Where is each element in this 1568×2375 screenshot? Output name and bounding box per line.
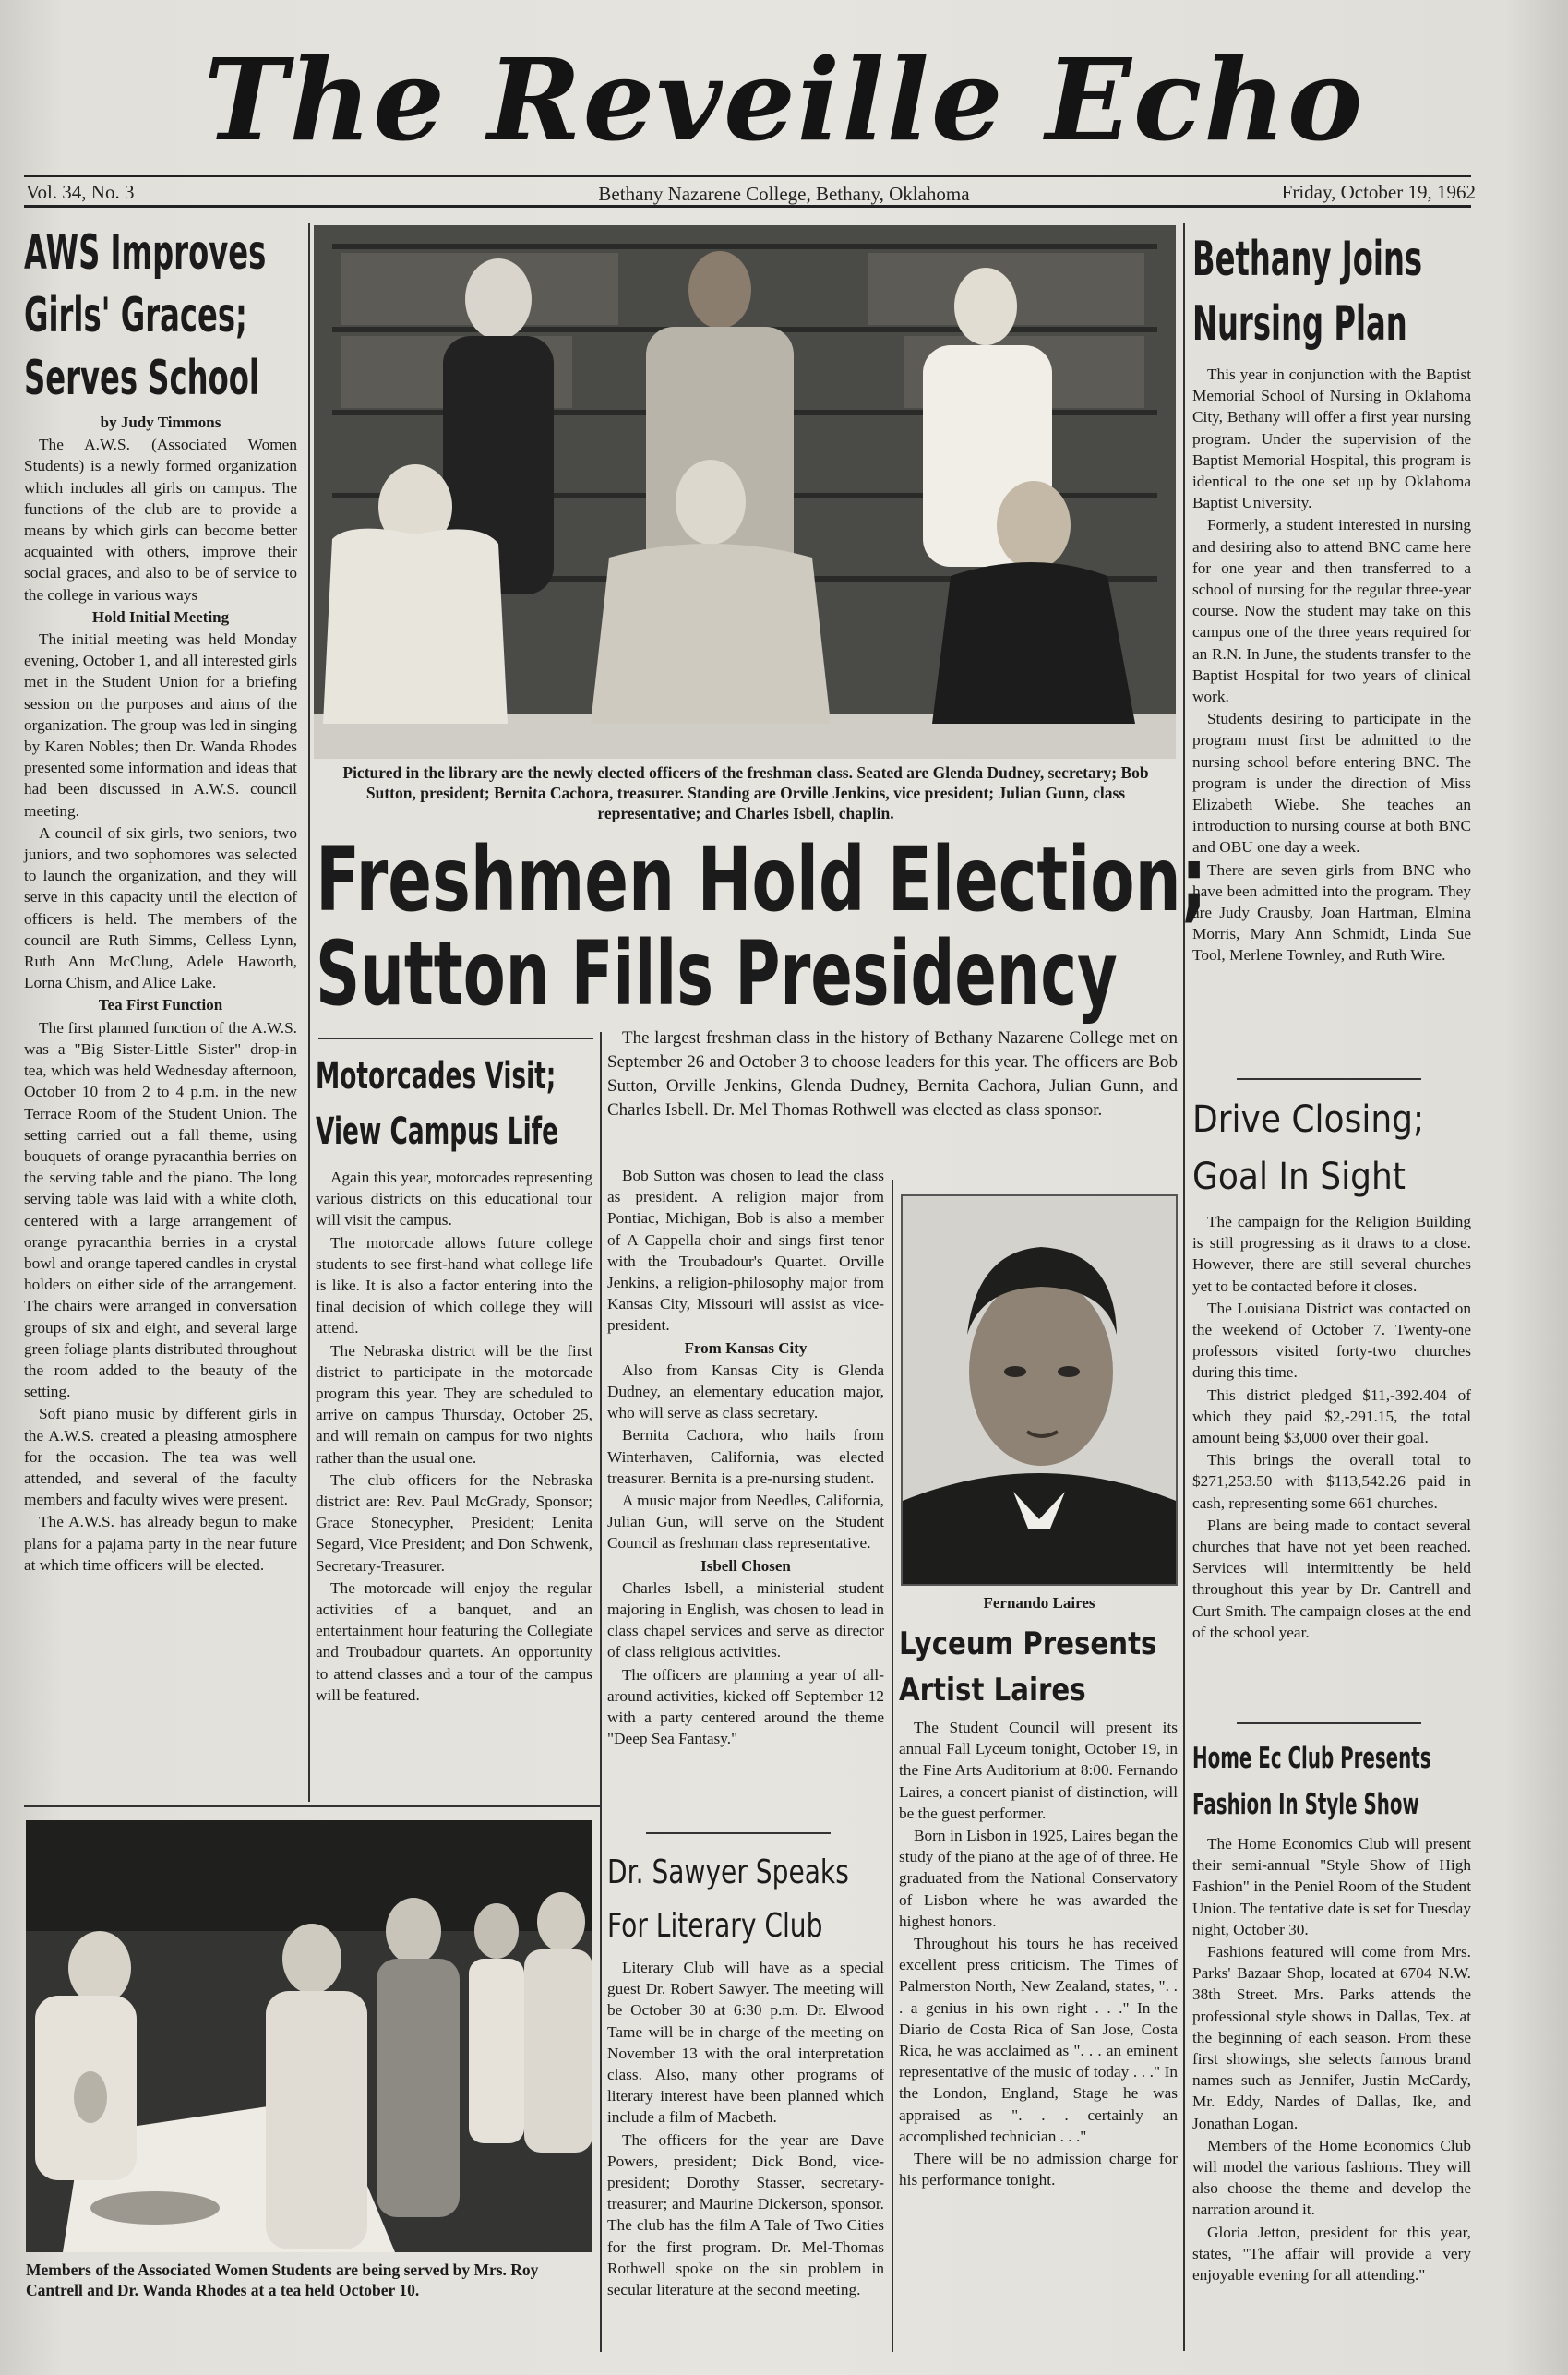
nursing-paragraph: Formerly, a student interested in nursing and desiring also to attend BNC came here for one year and then transferred to a school of nursing for the regular three-year course. Now the student may take on this campus one of the three years required for an R.N. In June, the students transfer to the Baptist Hospital for two years of clinical work.: [1192, 516, 1471, 706]
freshmen-subhead-kansas: From Kansas City: [684, 1338, 808, 1357]
aws-paragraph: The first planned function of the A.W.S. was a "Big Sister-Little Sister" drop-in tea, which was held Wednesday afternoon, October 10 from 2 to 4 p.m. in the new Terrace Room of the Student Union. The setting carried out a fall theme, using bouquets of orange pyracanthia berries on the serving table and the piano. The long serving table was laid with a white cloth, centered with a large arrangement of orange pyracanthia berries in a crystal bowl and orange tapered candles in crystal holders on either side of the arrangement. The chairs were arranged in conversation groups of six and eight, and several large green foliage plants distributed throughout the room added to the beauty of the setting.: [24, 1018, 297, 1401]
drive-paragraph: This brings the overall total to $271,253.50 with $113,542.26 paid in cash, representing some 661 churches.: [1192, 1451, 1471, 1512]
laires-portrait-image: [903, 1196, 1176, 1584]
motorcades-paragraph: The motorcade allows future college students to see first-hand what college life is like. It is also a factor entering into the final decision of which college they will attend.: [316, 1233, 592, 1337]
motorcades-paragraph: The Nebraska district will be the first district to participate in the motorcade program this year. They are scheduled to arrive on campus Thursday, October 25, and will remain on campus for two nights rather than the usual one.: [316, 1341, 592, 1467]
column-rule-2: [600, 1032, 602, 2352]
drive-headline-1: Drive Closing;: [1192, 1098, 1425, 1141]
column-rule-3: [892, 1180, 893, 2352]
freshmen-subhead-isbell: Isbell Chosen: [700, 1556, 791, 1575]
aws-paragraph: A council of six girls, two seniors, two juniors, and two sophomores was selected to launch the organization, and they will serve in this capacity until the election of officers is held. The members of the council are Ruth Simms, Celless Lynn, Ruth Ann McClung, Adele Haworth, Lorna Chism, and Alice Lake.: [24, 823, 297, 992]
freshmen-article-lead: [607, 1026, 1178, 1123]
sawyer-paragraph: The officers for the year are Dave Powers, president; Dick Bond, vice-president; Dorothy Stasser, secretary-treasurer; and Maurine Dickerson, sponsor. The club has the film A Tale of Two Cities for the first program. Dr. Mel-Thomas Rothwell spoke on the sin problem in secular literature at the second meeting.: [607, 2130, 884, 2299]
lyceum-paragraph: Born in Lisbon in 1925, Laires began the study of the piano at the age of of three. He graduated from the National Conservatory of Lisbon where he was awarded the highest honors.: [899, 1827, 1178, 1930]
homeec-article: [1192, 1735, 1471, 2286]
drive-paragraph: This district pledged $11,-392.404 of which they paid $2,-291.15, the total amount being $3,000 over their goal.: [1192, 1385, 1471, 1447]
motorcades-paragraph: The motorcade will enjoy the regular activities of a banquet, and an entertainment hour featuring the Collegiate and Troubadour quartets. An opportunity to attend classes and a tour of the campus will be featured.: [316, 1578, 592, 1704]
masthead-rule-top: [24, 175, 1471, 177]
homeec-headline-2: Fashion In Style Show: [1192, 1788, 1419, 1821]
aws-headline-3: Serves School: [24, 351, 259, 406]
aws-article: [24, 222, 297, 1577]
homeec-rule: [1237, 1722, 1421, 1724]
aws-paragraph: The A.W.S. (Associated Women Students) is a newly formed organization which includes all girls on campus. The functions of the club are to provide a means by which girls can become better acquainted with others, improve their social graces, and also to be of service to the college in various ways: [24, 436, 297, 604]
lyceum-paragraph: The Student Council will present its annual Fall Lyceum tonight, October 19, in the Fine Arts Auditorium at 8:00. Fernando Laires, a concert pianist of distinction, will be the guest performer.: [899, 1719, 1178, 1822]
sawyer-paragraph: Literary Club will have as a special guest Dr. Robert Sawyer. The meeting will be October 30 at 6:30 p.m. Dr. Elwood Tame will be in charge of the meeting on November 13 with the oral interpretation class. Also, many other programs of literary interest have been planned which include a film of Macbeth.: [607, 1959, 884, 2127]
freshmen-paragraph: Also from Kansas City is Glenda Dudney, an elementary education major, who will serve as class secretary.: [607, 1361, 884, 1422]
tea-photo-rule: [24, 1805, 600, 1807]
freshmen-paragraph: The largest freshman class in the history of Bethany Nazarene College met on September 26 and October 3 to choose leaders for this year. The officers are Bob Sutton, Orville Jenkins, Glenda Dudney, Bernita Cachora, Julian Gunn, and Charles Isbell. Dr. Mel Thomas Rothwell was elected as class sponsor.: [607, 1028, 1178, 1120]
drive-paragraph: The campaign for the Religion Building is still progressing as it draws to a close. However, there are still several churches yet to be contacted before it closes.: [1192, 1213, 1471, 1295]
sawyer-article: [607, 1846, 884, 2301]
issue-date: Friday, October 19, 1962: [1281, 181, 1476, 203]
sawyer-rule: [646, 1832, 831, 1834]
college-name: Bethany Nazarene College, Bethany, Oklahoma: [598, 183, 970, 205]
aws-tea-photo: [26, 1820, 592, 2252]
lyceum-paragraph: Throughout his tours he has received excellent press criticism. The Times of Palmerston North, New Zealand, states, ". . . a genius in his own right . . ." In the Diario de Costa Rica of San Jose, Costa Rica, he was acclaimed as ". . . an eminent representative of the music of today . . ." In the London, England, Stage he was appraised as ". . . certainly an accomplished technician . . .": [899, 1935, 1178, 2145]
nursing-paragraph: Students desiring to participate in the program must first be admitted to the nursing school before entering BNC. The program is under the direction of Miss Elizabeth Wiebe. She teaches an introduction to nursing course at both BNC and OBU one day a week.: [1192, 710, 1471, 857]
freshman-officers-photo: [314, 225, 1176, 759]
motorcades-article: [316, 1049, 592, 1707]
laires-portrait: [901, 1194, 1178, 1586]
drive-paragraph: Plans are being made to contact several churches that have not yet been reached. Services will intermittently be held throughout this year by Dr. Cantrell and Curt Smith. The campaign closes at the end of the school year.: [1192, 1516, 1471, 1641]
aws-headline-1: AWS Improves: [24, 225, 267, 281]
column-rule-4: [1183, 223, 1185, 2351]
lyceum-paragraph: There will be no admission charge for his performance tonight.: [899, 2150, 1178, 2189]
lyceum-headline-2: Artist Laires: [899, 1672, 1086, 1709]
motorcades-paragraph: Again this year, motorcades representing various districts on this educational tour will visit the campus.: [316, 1169, 592, 1229]
drive-headline-2: Goal In Sight: [1192, 1156, 1406, 1198]
aws-paragraph: The initial meeting was held Monday evening, October 1, and all interested girls met in the Student Union for a briefing session on the purposes and aims of the organization. The group was led in singing by Karen Nobles; then Dr. Wanda Rhodes presented some information and ideas that had been discussed in A.W.S. council meeting.: [24, 630, 297, 820]
drive-article: [1192, 1091, 1471, 1644]
tea-photo-image: [26, 1820, 592, 2252]
motorcades-headline-1: Motorcades Visit;: [316, 1055, 557, 1098]
lyceum-headline-1: Lyceum Presents: [899, 1625, 1157, 1662]
homeec-paragraph: Fashions featured will come from Mrs. Parks' Bazaar Shop, located at 6704 N.W. 38th Street. Mrs. Parks attends the professional style shows in Dallas, Tex. at the beginning of each season. From these first showings, she selects famous brand names such as Jennifer, Justin McCardy, Mr. Eddy, Nardes of Dallas, Ike, and Jonathan Logan.: [1192, 1943, 1471, 2132]
homeec-headline-1: Home Ec Club Presents: [1192, 1742, 1431, 1775]
lyceum-article: [899, 1621, 1178, 2191]
volume-number: Vol. 34, No. 3: [26, 181, 135, 203]
nursing-article: [1192, 227, 1471, 967]
homeec-paragraph: Gloria Jetton, president for this year, states, "The affair will provide a very enjoyable evening for all attending.": [1192, 2223, 1471, 2285]
homeec-paragraph: The Home Economics Club will present their semi-annual "Style Show of High Fashion" in the Peniel Room of the Student Union. The tentative date is set for Tuesday night, October 30.: [1192, 1835, 1471, 1938]
sawyer-headline-2: For Literary Club: [607, 1907, 823, 1945]
column-rule-1: [308, 223, 310, 1802]
sawyer-headline-1: Dr. Sawyer Speaks: [607, 1853, 849, 1891]
nursing-paragraph: There are seven girls from BNC who have been admitted into the program. They are Judy Crausby, Joan Hartman, Elmina Morris, Mary Ann Schmidt, Linda Sue Tool, Merlene Townley, and Ruth Wire.: [1192, 860, 1471, 965]
nursing-headline-2: Nursing Plan: [1192, 296, 1407, 352]
tea-photo-caption: Members of the Associated Women Students are being served by Mrs. Roy Cantrell and Dr. Wanda Rhodes at a tea held October 10.: [26, 2261, 539, 2299]
freshmen-paragraph: The officers are planning a year of all-around activities, kicked off September 12 with a party centered around the theme "Deep Sea Fantasy.": [607, 1665, 884, 1748]
freshmen-paragraph: Charles Isbell, a ministerial student majoring in English, was chosen to lead in class chapel services and serve as director of class religious activities.: [607, 1578, 884, 1661]
drive-paragraph: The Louisiana District was contacted on the weekend of October 7. Twenty-one professors visited forty-two churches during this time.: [1192, 1299, 1471, 1382]
masthead-rule-bottom: [24, 205, 1471, 208]
aws-byline: by Judy Timmons: [100, 414, 221, 431]
aws-headline-2: Girls' Graces;: [24, 288, 247, 343]
aws-subhead-meeting: Hold Initial Meeting: [91, 607, 230, 626]
motorcades-paragraph: The club officers for the Nebraska district are: Rev. Paul McGrady, Sponsor; Grace Stonecypher, President; Lenita Segard, Vice President; and Don Schwenk, Secretary-Treasurer.: [316, 1470, 592, 1575]
masthead-title: The Reveille Echo: [203, 33, 1365, 166]
freshmen-paragraph: Bernita Cachora, who hails from Winterhaven, California, was elected treasurer. Bernita is a pre-nursing student.: [607, 1426, 884, 1487]
nursing-headline-1: Bethany Joins: [1192, 232, 1423, 287]
nursing-paragraph: This year in conjunction with the Baptist Memorial School of Nursing in Oklahoma City, Bethany will offer a first year nursing program. Under the supervision of the Baptist Memorial Hospital, this program is identical to the one set up by Oklahoma Baptist University.: [1192, 366, 1471, 512]
freshmen-headline-2: Sutton Fills Presidency: [316, 922, 1118, 1026]
officers-photo-image: [314, 225, 1176, 759]
officers-photo-caption: Pictured in the library are the newly elected officers of the freshman class. Seated are Glenda Dudney, secretary; Bob Sutton, president; Bernita Cachora, treasurer. Standing are Orville Jenkins, vice president; Julian Gunn, class representative; and Charles Isbell, chaplin.: [342, 763, 1149, 822]
freshmen-headline-1: Freshmen Hold Election;: [316, 828, 1207, 931]
freshmen-paragraph: A music major from Needles, California, Julian Gun, will serve on the Student Council as freshman class representative.: [607, 1492, 884, 1553]
drive-rule: [1237, 1078, 1421, 1080]
aws-paragraph: The A.W.S. has already begun to make plans for a pajama party in the near future at which time officers will be elected.: [24, 1513, 297, 1574]
homeec-paragraph: Members of the Home Economics Club will model the various fashions. They will also choose the theme and develop the narration around it.: [1192, 2136, 1471, 2219]
motorcades-rule: [318, 1038, 593, 1039]
motorcades-headline-2: View Campus Life: [316, 1110, 559, 1153]
freshmen-article: [607, 1165, 884, 1750]
aws-subhead-tea: Tea First Function: [98, 996, 223, 1014]
aws-paragraph: Soft piano music by different girls in the A.W.S. created a pleasing atmosphere for the occasion. The tea was well attended, and several of the faculty members and faculty wives were present.: [24, 1405, 297, 1509]
laires-photo-caption: Fernando Laires: [983, 1594, 1095, 1612]
freshmen-paragraph: Bob Sutton was chosen to lead the class as president. A religion major from Pontiac, Michigan, Bob is also a member of A Cappella choir and sings first tenor with the Troubadour's Quartet. Orville Jenkins, a religion-philosophy major from Kansas City, Missouri will assist as vice-president.: [607, 1167, 884, 1335]
